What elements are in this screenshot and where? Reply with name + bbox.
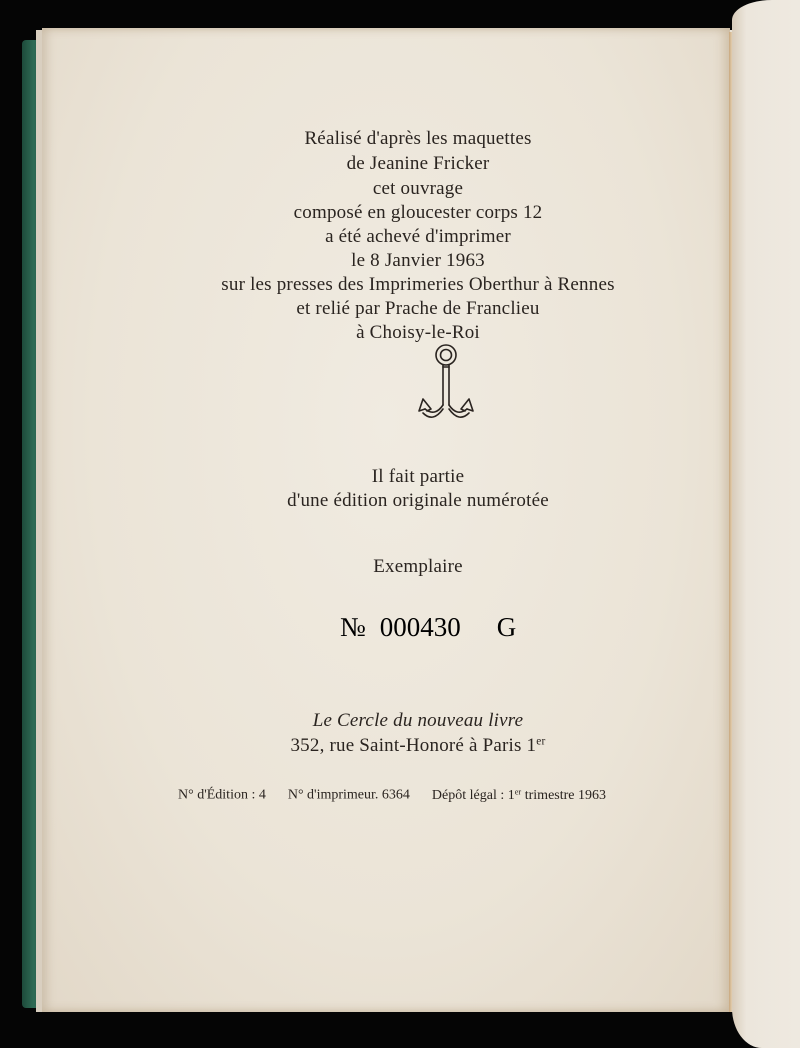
legal-deposit-main: Dépôt légal : 1 [431,787,515,803]
edition-line-2: d'une édition originale numérotée [287,490,549,511]
publisher-address-main: 352, rue Saint-Honoré à Paris 1 [290,735,537,756]
printer-number: N° d'imprimeur. 6364 [287,787,410,803]
numero-sign: № [340,612,366,642]
colophon-line: de Jeanine Fricker [346,153,490,174]
colophon-line: composé en gloucester corps 12 [293,202,543,223]
legal-deposit-rest: trimestre 1963 [521,787,606,803]
publisher-address-sup: er [536,735,546,748]
edition-number: N° d'Édition : 4 [178,787,266,803]
legal-footer [178,787,708,804]
colophon-line: a été achevé d'imprimer [325,226,511,247]
colophon-line: Réalisé d'après les maquettes [304,128,532,149]
colophon-line: le 8 Janvier 1963 [351,250,485,271]
publisher-address [22,735,800,757]
copy-number-value: 000430 [379,612,461,642]
colophon-line: cet ouvrage [372,178,464,199]
colophon-page [42,28,730,1012]
publisher-name: Le Cercle du nouveau livre [312,710,524,731]
series-letter: G [496,612,517,642]
colophon-line: à Choisy-le-Roi [356,322,480,343]
edition-line-1: Il fait partie [371,466,465,487]
legal-deposit [432,788,606,803]
copy-number [340,612,570,643]
exemplaire-label: Exemplaire [373,556,463,577]
anchor-icon [413,343,479,427]
legal-deposit-sup: er [514,787,522,796]
colophon-line: sur les presses des Imprimeries Oberthur à Rennes [221,274,615,295]
colophon-line: et relié par Prache de Franclieu [296,298,540,319]
